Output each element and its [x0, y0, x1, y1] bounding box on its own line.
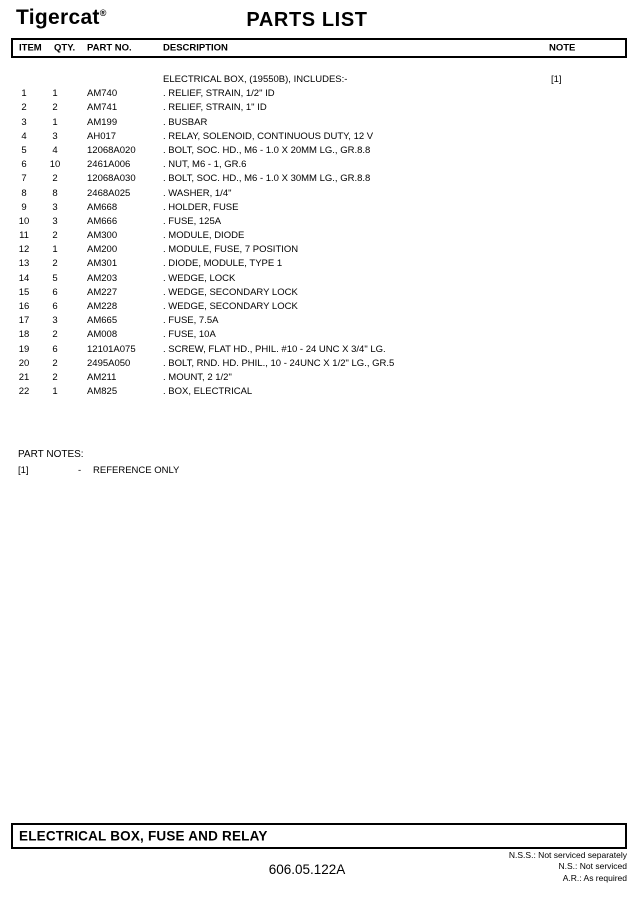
cell-item: 9: [21, 201, 27, 213]
part-note-ref: [1]: [18, 465, 29, 476]
cell-item: 14: [18, 272, 30, 284]
part-note-dash: -: [78, 465, 82, 476]
cell-part-no: AM203: [87, 272, 118, 284]
cell-qty: 2: [52, 102, 58, 114]
cell-part-no: AM740: [87, 88, 118, 100]
table-row: [11, 243, 627, 257]
cell-item: 7: [21, 173, 27, 185]
part-notes-heading: PART NOTES:: [18, 449, 84, 460]
cell-qty: 1: [52, 88, 58, 100]
cell-item: 22: [18, 386, 30, 398]
cell-item: 4: [21, 130, 27, 142]
cell-description: . WASHER, 1/4": [163, 187, 232, 199]
legend-line: N.S.S.: Not serviced separately: [508, 850, 627, 860]
cell-description: . MODULE, DIODE: [163, 230, 245, 242]
table-row: [11, 272, 627, 286]
table-row: [11, 229, 627, 243]
cell-description: . BOLT, SOC. HD., M6 - 1.0 X 30MM LG., GR.8.8: [163, 173, 371, 185]
cell-description: . WEDGE, SECONDARY LOCK: [163, 286, 298, 298]
table-row: [11, 286, 627, 300]
cell-description: . WEDGE, LOCK: [163, 272, 236, 284]
column-header-part-no: PART NO.: [87, 42, 132, 54]
cell-qty: 1: [52, 386, 58, 398]
cell-qty: 6: [52, 301, 58, 312]
cell-qty: 3: [52, 130, 58, 142]
cell-qty: 2: [52, 173, 58, 185]
cell-qty: 3: [52, 215, 58, 227]
brand-logo-text: Tigercat: [16, 6, 100, 29]
cell-part-no: 12068A030: [87, 173, 136, 185]
cell-item: 3: [21, 116, 27, 128]
cell-part-no: AM211: [87, 371, 117, 383]
cell-part-no: AM825: [87, 386, 118, 398]
cell-description: . MODULE, FUSE, 7 POSITION: [163, 244, 299, 256]
cell-part-no: AM199: [87, 116, 118, 128]
table-row: [11, 144, 627, 158]
cell-qty: 4: [52, 144, 58, 156]
cell-part-no: AH017: [87, 130, 117, 142]
cell-item: 19: [18, 343, 30, 355]
cell-item: 16: [18, 301, 30, 312]
cell-part-no: 2468A025: [87, 187, 131, 199]
cell-qty: 2: [52, 329, 58, 341]
cell-part-no: 2495A050: [87, 357, 131, 369]
legend-line: A.R.: As required: [562, 872, 627, 883]
cell-item: 20: [18, 357, 30, 369]
cell-description: . RELIEF, STRAIN, 1" ID: [163, 102, 267, 114]
cell-item: 18: [18, 329, 30, 341]
cell-part-no: AM741: [87, 102, 118, 114]
table-row: [11, 215, 627, 229]
table-row: [11, 385, 627, 399]
cell-description: . NUT, M6 - 1, GR.6: [163, 159, 247, 171]
cell-item: 11: [19, 230, 29, 242]
cell-qty: 2: [52, 230, 58, 242]
cell-item: 15: [18, 286, 30, 298]
cell-description: . DIODE, MODULE, TYPE 1: [163, 258, 283, 270]
cell-part-no: 2461A006: [87, 159, 131, 171]
group-description: ELECTRICAL BOX, (19550B), INCLUDES:-: [163, 74, 348, 85]
cell-qty: 1: [52, 244, 58, 256]
table-row: [11, 158, 627, 172]
cell-item: 5: [21, 144, 27, 156]
cell-item: 12: [18, 244, 30, 256]
cell-part-no: AM668: [87, 201, 118, 213]
table-row: [11, 300, 627, 314]
cell-description: . FUSE, 10A: [163, 329, 216, 341]
cell-part-no: AM300: [87, 230, 118, 242]
table-header: [11, 38, 627, 58]
cell-part-no: 12068A020: [87, 144, 136, 156]
cell-qty: 6: [52, 286, 58, 298]
cell-qty: 2: [52, 357, 58, 369]
cell-description: . SCREW, FLAT HD., PHIL. #10 - 24 UNC X 3/4" LG.: [163, 343, 386, 355]
cell-part-no: AM227: [87, 286, 118, 298]
column-header-qty: QTY.: [54, 42, 76, 54]
cell-description: . MOUNT, 2 1/2": [163, 371, 232, 383]
cell-description: . BOX, ELECTRICAL: [163, 386, 253, 398]
table-row: [11, 87, 627, 101]
table-row: [11, 328, 627, 342]
cell-qty: 8: [52, 187, 58, 199]
table-row: [11, 357, 627, 371]
cell-description: . BOLT, RND. HD. PHIL., 10 - 24UNC X 1/2" LG., GR.5: [163, 357, 395, 369]
group-header-row: [11, 73, 627, 87]
cell-qty: 2: [52, 258, 58, 270]
cell-qty: 6: [52, 343, 58, 355]
cell-description: . BUSBAR: [163, 116, 208, 128]
page-title: PARTS LIST: [246, 9, 368, 31]
legend-line: N.S.: Not serviced: [558, 861, 627, 872]
cell-part-no: AM200: [87, 244, 118, 256]
cell-description: . RELIEF, STRAIN, 1/2" ID: [163, 88, 275, 100]
cell-description: . FUSE, 125A: [163, 215, 222, 227]
cell-qty: 5: [52, 272, 58, 284]
cell-part-no: AM301: [87, 258, 118, 270]
table-row: [11, 201, 627, 215]
cell-part-no: AM666: [87, 215, 118, 227]
column-header-note: NOTE: [549, 42, 576, 54]
table-row: [11, 257, 627, 271]
cell-description: . BOLT, SOC. HD., M6 - 1.0 X 20MM LG., GR.8.8: [163, 144, 371, 156]
cell-item: 17: [18, 315, 30, 327]
table-row: [11, 187, 627, 201]
cell-description: . HOLDER, FUSE: [163, 201, 239, 213]
cell-item: 21: [18, 371, 30, 383]
cell-item: 6: [21, 159, 27, 171]
table-row: [11, 116, 627, 130]
cell-description: . FUSE, 7.5A: [163, 315, 219, 327]
cell-description: . WEDGE, SECONDARY LOCK: [163, 301, 298, 312]
cell-part-no: 12101A075: [87, 343, 136, 355]
cell-qty: 1: [52, 116, 58, 128]
column-header-description: DESCRIPTION: [163, 42, 228, 54]
table-row: [11, 101, 627, 115]
column-header-item: ITEM: [19, 42, 42, 54]
table-row: [11, 314, 627, 328]
table-row: [11, 130, 627, 144]
cell-qty: 2: [52, 371, 58, 383]
cell-item: 2: [21, 102, 27, 114]
part-note-text: REFERENCE ONLY: [93, 465, 180, 476]
cell-qty: 3: [52, 315, 58, 327]
cell-part-no: AM228: [87, 301, 118, 312]
cell-item: 13: [18, 258, 30, 270]
table-row: [11, 172, 627, 186]
table-row: [11, 371, 627, 385]
section-title-box: [11, 823, 627, 849]
table-row: [11, 343, 627, 357]
registered-trademark-icon: ®: [99, 8, 107, 18]
parts-rows: [11, 73, 627, 399]
section-title: ELECTRICAL BOX, FUSE AND RELAY: [19, 828, 268, 844]
cell-item: 10: [18, 215, 30, 227]
cell-part-no: AM008: [87, 329, 118, 341]
cell-part-no: AM665: [87, 315, 118, 327]
group-note-ref: [1]: [551, 74, 562, 85]
cell-item: 1: [21, 88, 27, 100]
cell-qty: 3: [52, 201, 58, 213]
cell-item: 8: [21, 187, 27, 199]
part-note-row: [0, 465, 616, 477]
cell-qty: 10: [49, 159, 61, 171]
cell-description: . RELAY, SOLENOID, CONTINUOUS DUTY, 12 V: [163, 130, 374, 142]
page-code: 606.05.122A: [268, 862, 346, 877]
